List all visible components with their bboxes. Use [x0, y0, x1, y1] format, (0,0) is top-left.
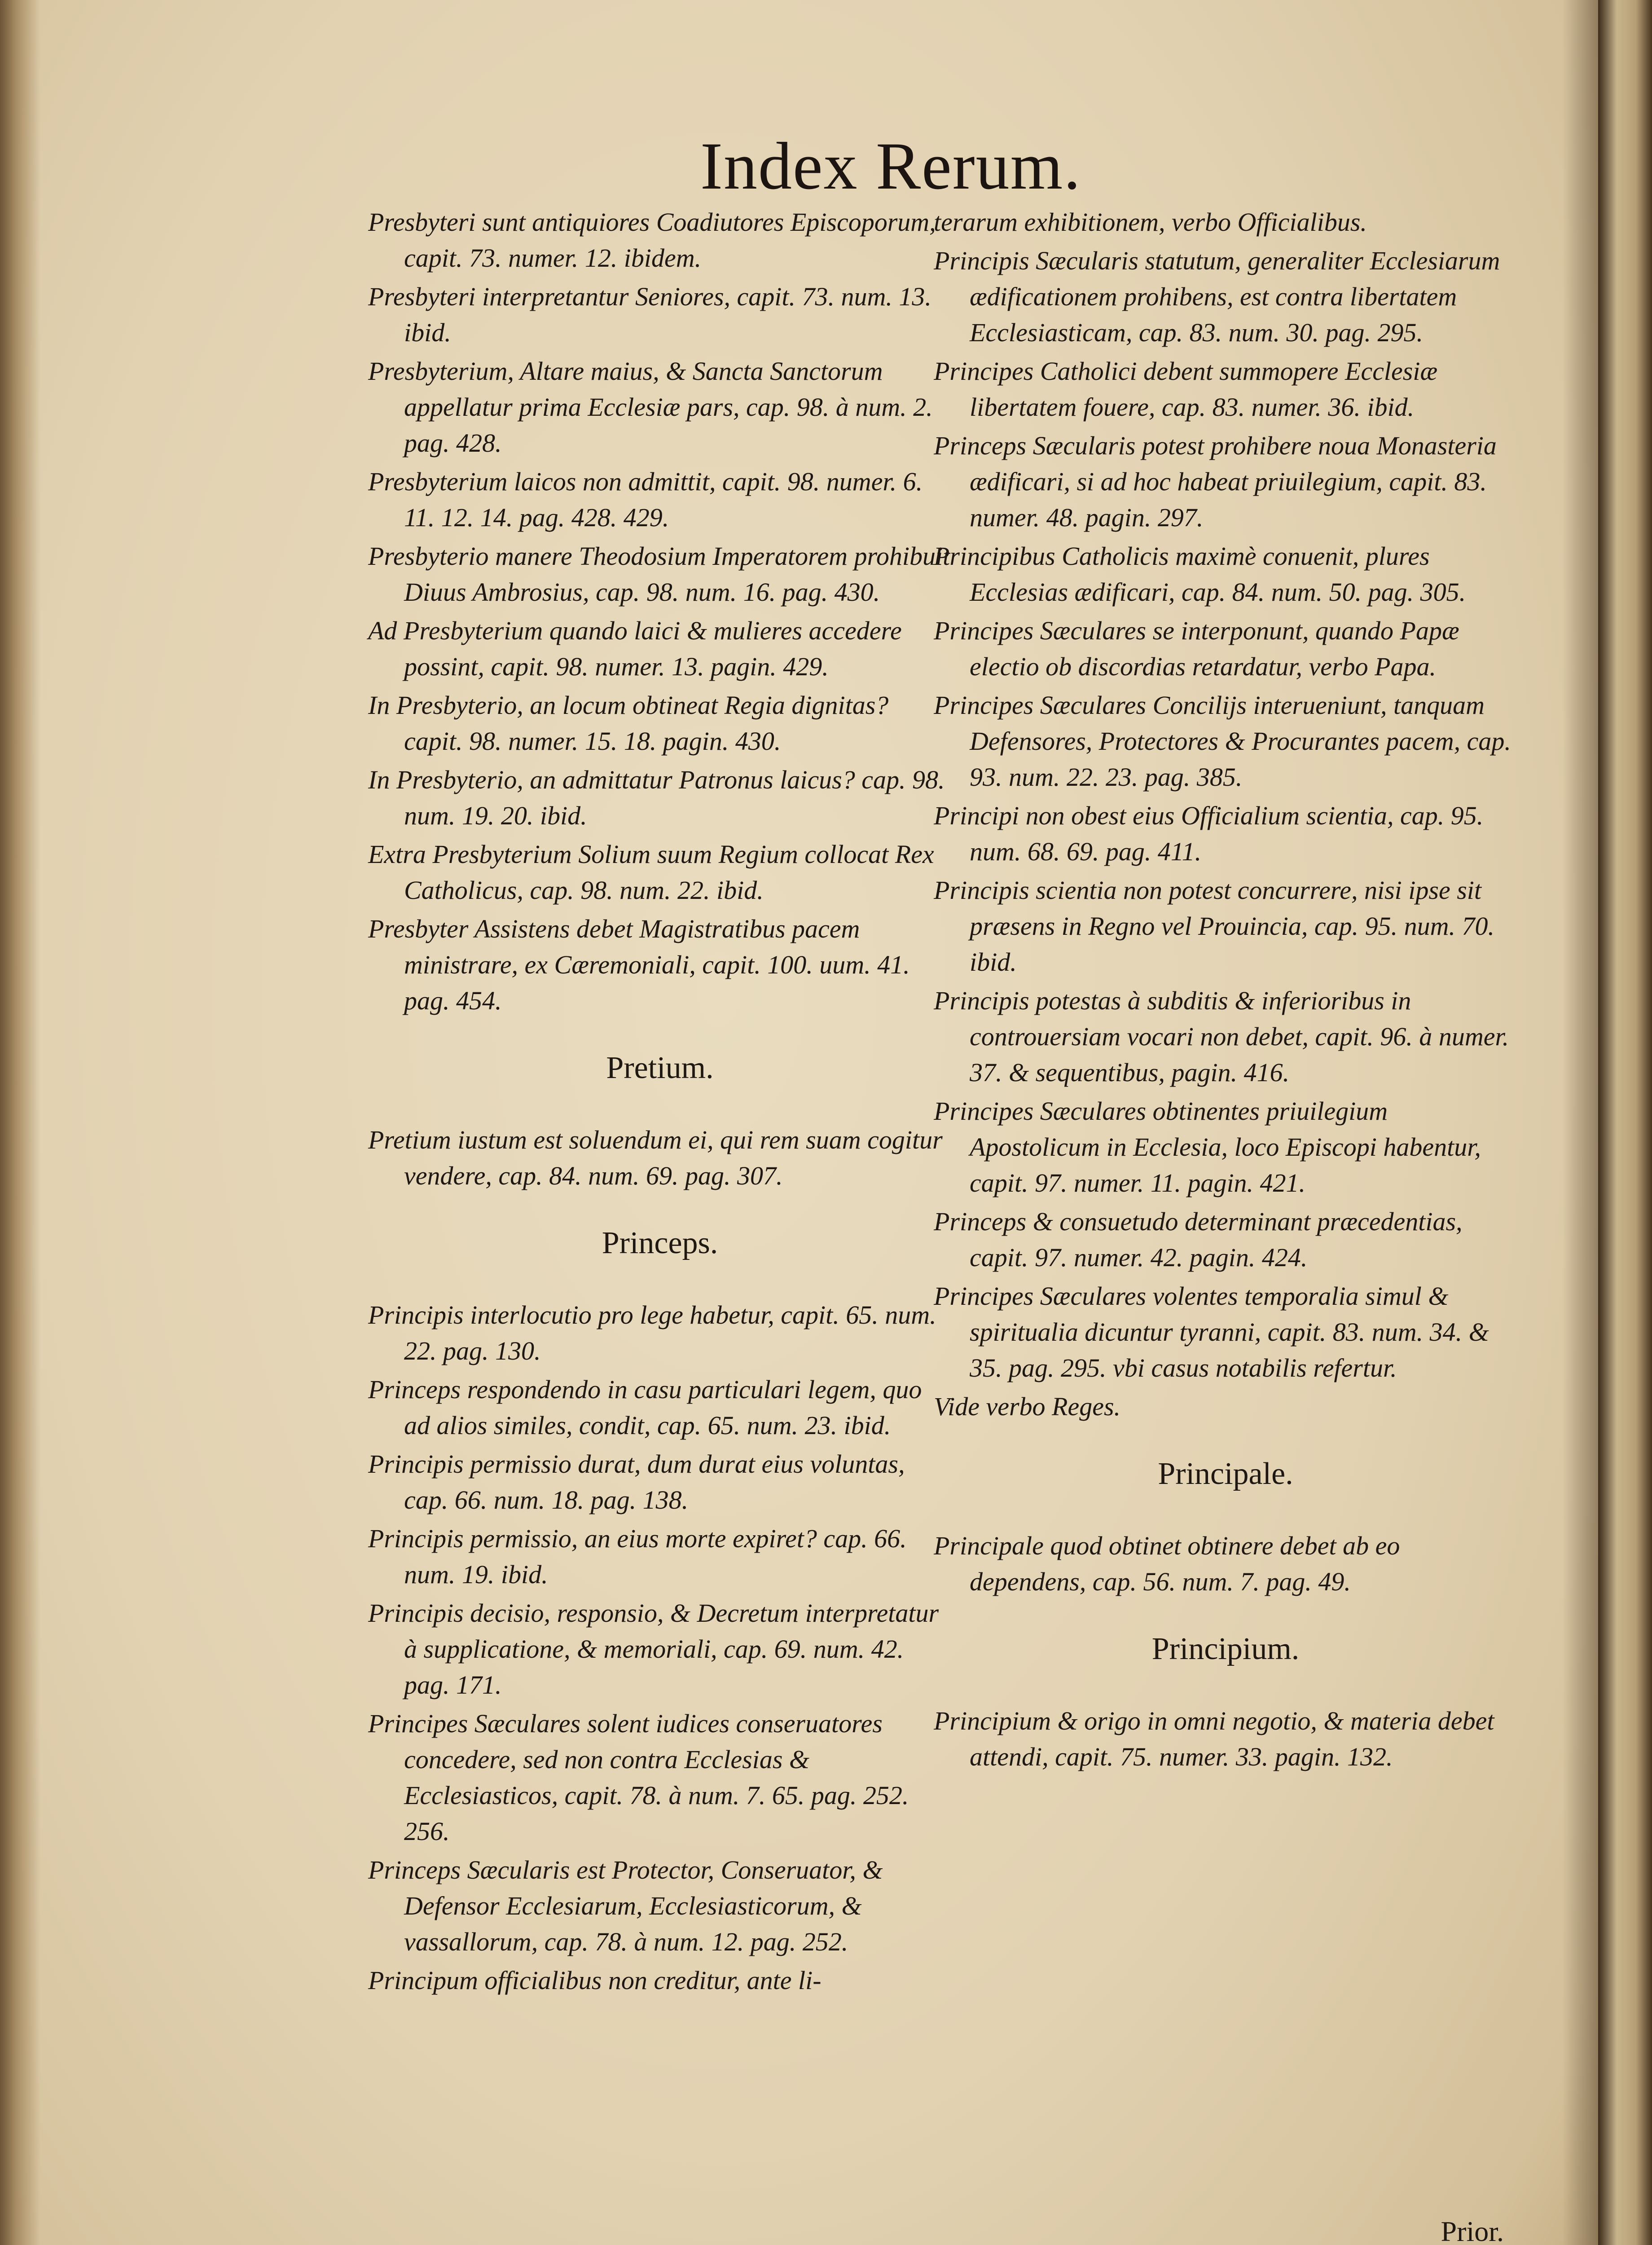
index-entry: Pretium iustum est soluendum ei, qui rem suam cogitur vendere, cap. 84. num. 69. pag. 307. — [368, 1125, 943, 1190]
index-entry: Princeps Sæcularis potest prohibere noua Monasteria ædificari, si ad hoc habeat priuilegium, capit. 83. numer. 48. pagin. 297. — [934, 431, 1497, 532]
index-entry: Principis scientia non potest concurrere, nisi ipse sit præsens in Regno vel Prouincia, cap. 95. num. 70. ibid. — [934, 876, 1494, 977]
index-entry: Principium & origo in omni negotio, & materia debet attendi, capit. 75. numer. 33. pagin. 132. — [934, 1706, 1494, 1771]
gutter-shadow — [0, 0, 40, 2245]
index-entry: Principis permissio durat, dum durat eius voluntas, cap. 66. num. 18. pag. 138. — [368, 1449, 905, 1514]
index-entry: Principale quod obtinet obtinere debet ab eo dependens, cap. 56. num. 7. pag. 49. — [934, 1531, 1400, 1596]
catchword: Prior. — [1441, 2215, 1504, 2245]
next-page-edge — [1598, 0, 1652, 2245]
index-entry: Presbyterium laicos non admittit, capit. 98. numer. 6. 11. 12. 14. pag. 428. 429. — [368, 467, 923, 532]
index-entry: Principum officialibus non creditur, ante li- — [368, 1966, 822, 1995]
index-entry: Principi non obest eius Officialium scientia, cap. 95. num. 68. 69. pag. 411. — [934, 801, 1484, 866]
index-entry: Principis permissio, an eius morte expiret? cap. 66. num. 19. ibid. — [368, 1524, 907, 1589]
index-entry: Principes Sæculares solent iudices conseruatores concedere, sed non contra Ecclesias & Ecclesiasticos, capit. 78. à num. 7. 65. pag. 252. 256. — [368, 1709, 909, 1846]
index-entry: Presbyterio manere Theodosium Imperatorem prohibuit Diuus Ambrosius, cap. 98. num. 16. pag. 430. — [368, 541, 950, 607]
section-heading-principale: Principale. — [1158, 1457, 1293, 1491]
index-entry: Princeps respondendo in casu particulari legem, quo ad alios similes, condit, cap. 65. num. 23. ibid. — [368, 1375, 922, 1440]
index-entry: Principibus Catholicis maximè conuenit, plures Ecclesias ædificari, cap. 84. num. 50. pag. 305. — [934, 541, 1466, 607]
index-entry: In Presbyterio, an admittatur Patronus laicus? cap. 98. num. 19. 20. ibid. — [368, 765, 945, 830]
index-entry: Principis Sæcularis statutum, generaliter Ecclesiarum ædificationem prohibens, est contra libertatem Ecclesiasticam, cap. 83. num. 30. pag. 295. — [934, 246, 1500, 347]
right-column — [934, 204, 1517, 1778]
index-entry: Princeps & consuetudo determinant præcedentias, capit. 97. numer. 42. pagin. 424. — [934, 1207, 1463, 1272]
index-entry: Principis interlocutio pro lege habetur, capit. 65. num. 22. pag. 130. — [368, 1300, 936, 1365]
index-entry: Presbyteri sunt antiquiores Coadiutores Episcoporum, capit. 73. numer. 12. ibidem. — [368, 207, 936, 273]
left-column — [368, 204, 952, 2001]
index-entry: Presbyteri interpretantur Seniores, capit. 73. num. 13. ibid. — [368, 282, 931, 347]
index-entry: Principes Sæculares obtinentes priuilegium Apostolicum in Ecclesia, loco Episcopi habentur, capit. 97. numer. 11. pagin. 421. — [934, 1096, 1481, 1197]
index-entry: Vide verbo Reges. — [934, 1392, 1121, 1421]
index-entry: Principis decisio, responsio, & Decretum interpretatur à supplicatione, & memoriali, cap. 69. num. 42. pag. 171. — [368, 1598, 939, 1699]
index-entry: Extra Presbyterium Solium suum Regium collocat Rex Catholicus, cap. 98. num. 22. ibid. — [368, 840, 934, 905]
page-title: Index Rerum. — [700, 129, 1081, 203]
index-entry: Principes Sæculares volentes temporalia simul & spiritualia dicuntur tyranni, capit. 83. num. 34. & 35. pag. 295. vbi casus notabilis refertur. — [934, 1281, 1489, 1382]
index-entry: terarum exhibitionem, verbo Officialibus. — [934, 207, 1367, 237]
index-entry: Principes Sæculares se interponunt, quando Papæ electio ob discordias retardatur, verbo Papa. — [934, 616, 1459, 681]
index-entry: Ad Presbyterium quando laici & mulieres accedere possint, capit. 98. numer. 13. pagin. 429. — [368, 616, 902, 681]
section-heading-pretium: Pretium. — [606, 1051, 714, 1085]
index-entry: Principes Catholici debent summopere Ecclesiæ libertatem fouere, cap. 83. numer. 36. ibid. — [934, 357, 1438, 422]
index-entry: Principis potestas à subditis & inferioribus in controuersiam vocari non debet, capit. 96. à numer. 37. & sequentibus, pagin. 416. — [934, 986, 1509, 1087]
index-entry: Principes Sæculares Concilijs interueniunt, tanquam Defensores, Protectores & Procurantes pacem, cap. 93. num. 22. 23. pag. 385. — [934, 691, 1511, 792]
index-entry: In Presbyterio, an locum obtineat Regia dignitas? capit. 98. numer. 15. 18. pagin. 430. — [368, 691, 889, 756]
index-entry: Presbyter Assistens debet Magistratibus pacem ministrare, ex Cæremoniali, capit. 100. uum. 41. pag. 454. — [368, 914, 910, 1015]
page-edge-shadow — [1562, 0, 1598, 2245]
section-heading-princeps: Princeps. — [602, 1226, 718, 1260]
section-heading-principium: Principium. — [1151, 1632, 1300, 1666]
index-entry: Presbyterium, Altare maius, & Sancta Sanctorum appellatur prima Ecclesiæ pars, cap. 98. à num. 2. pag. 428. — [368, 357, 933, 458]
index-entry: Princeps Sæcularis est Protector, Conseruator, & Defensor Ecclesiarum, Ecclesiasticorum, & vassallorum, cap. 78. à num. 12. pag. 252. — [368, 1855, 883, 1956]
